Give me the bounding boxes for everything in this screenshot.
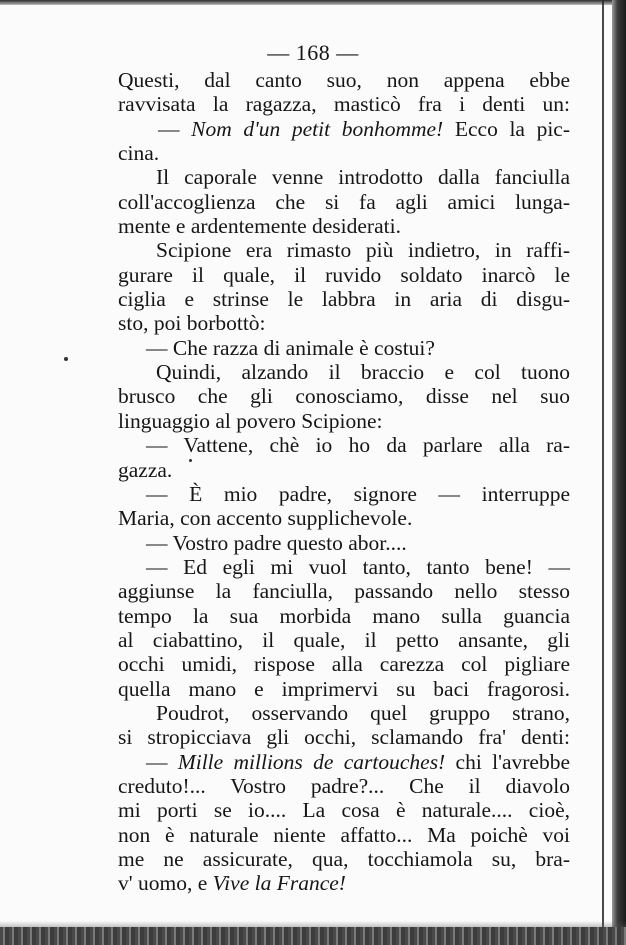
page-number: — 168 — <box>267 40 359 65</box>
text-line: Maria, con accento supplichevole. <box>118 506 413 531</box>
text-line: gurare il quale, il ruvido soldato inarcò le <box>118 262 570 287</box>
text-line: tempo la sua morbida mano sulla guancia <box>118 603 570 628</box>
text-line: — È mio padre, signore — interruppe <box>146 481 570 506</box>
text-line: brusco che gli conosciamo, disse nel suo <box>118 384 570 409</box>
text-line: Questi, dal canto suo, non appena ebbe <box>118 68 570 92</box>
text-line: non è naturale niente affatto... Ma poichè voi <box>118 822 570 847</box>
italic-phrase: Nom d'un petit bonhomme! <box>191 116 444 141</box>
text-line: v' uomo, e Vive la France! <box>118 871 346 896</box>
text-line: sto, poi borbottò: <box>118 311 266 336</box>
binding-line <box>602 0 604 945</box>
text-line: Poudrot, osservando quel gruppo strano, <box>156 700 570 725</box>
text-line: al ciabattino, il quale, il petto ansante, gli <box>118 627 570 652</box>
text-line: mente e ardentemente desiderati. <box>118 214 401 239</box>
text-line: — Nom d'un petit bonhomme! Ecco la pic- <box>158 116 571 141</box>
text-line: Quindi, alzando il braccio e col tuono <box>156 360 570 385</box>
ink-speck <box>189 459 192 462</box>
text-line: cina. <box>118 141 160 166</box>
ink-speck <box>64 357 68 361</box>
text-line: linguaggio al povero Scipione: <box>118 408 383 433</box>
body-text <box>118 68 570 896</box>
text-line: — Vattene, chè io ho da parlare alla ra- <box>146 433 570 458</box>
text-line: — Ed egli mi vuol tanto, tanto bene! — <box>146 554 570 579</box>
text-line: ravvisata la ragazza, masticò fra i denti un: <box>118 92 570 117</box>
text-line: si stropicciava gli occhi, sclamando fra' denti: <box>118 725 570 750</box>
text-line: coll'accoglienza che si fa agli amici lunga- <box>118 189 570 214</box>
text-line: — Vostro padre questo abor.... <box>146 530 407 555</box>
text-line: me ne assicurate, qua, tocchiamola su, bra- <box>118 847 570 871</box>
text-line: occhi umidi, rispose alla carezza col pigliare <box>118 652 570 677</box>
text-line: quella mano e imprimervi su baci fragorosi. <box>118 676 570 701</box>
text-line: creduto!... Vostro padre?... Che il diavolo <box>118 773 570 798</box>
italic-phrase: Vive la France! <box>212 871 346 896</box>
text-line: mi porti se io.... La cosa è naturale.... cioè, <box>118 798 570 823</box>
text-line: — Che razza di animale è costui? <box>146 335 435 360</box>
text-line: ciglia e strinse le labbra in aria di disgu- <box>118 287 570 312</box>
text-line: Il caporale venne introdotto dalla fanciulla <box>156 165 570 190</box>
page-binding-edge <box>612 0 626 945</box>
italic-phrase: Mille millions de cartouches! <box>177 749 446 774</box>
text-line: gazza. <box>118 457 173 482</box>
scan-top-edge <box>0 0 626 5</box>
text-line: Scipione era rimasto più indietro, in raffi- <box>156 238 570 263</box>
text-line: aggiunse la fanciulla, passando nello stesso <box>118 579 570 604</box>
text-line: — Mille millions de cartouches! chi l'avrebbe <box>146 749 571 774</box>
scan-bottom-edge <box>0 927 626 945</box>
